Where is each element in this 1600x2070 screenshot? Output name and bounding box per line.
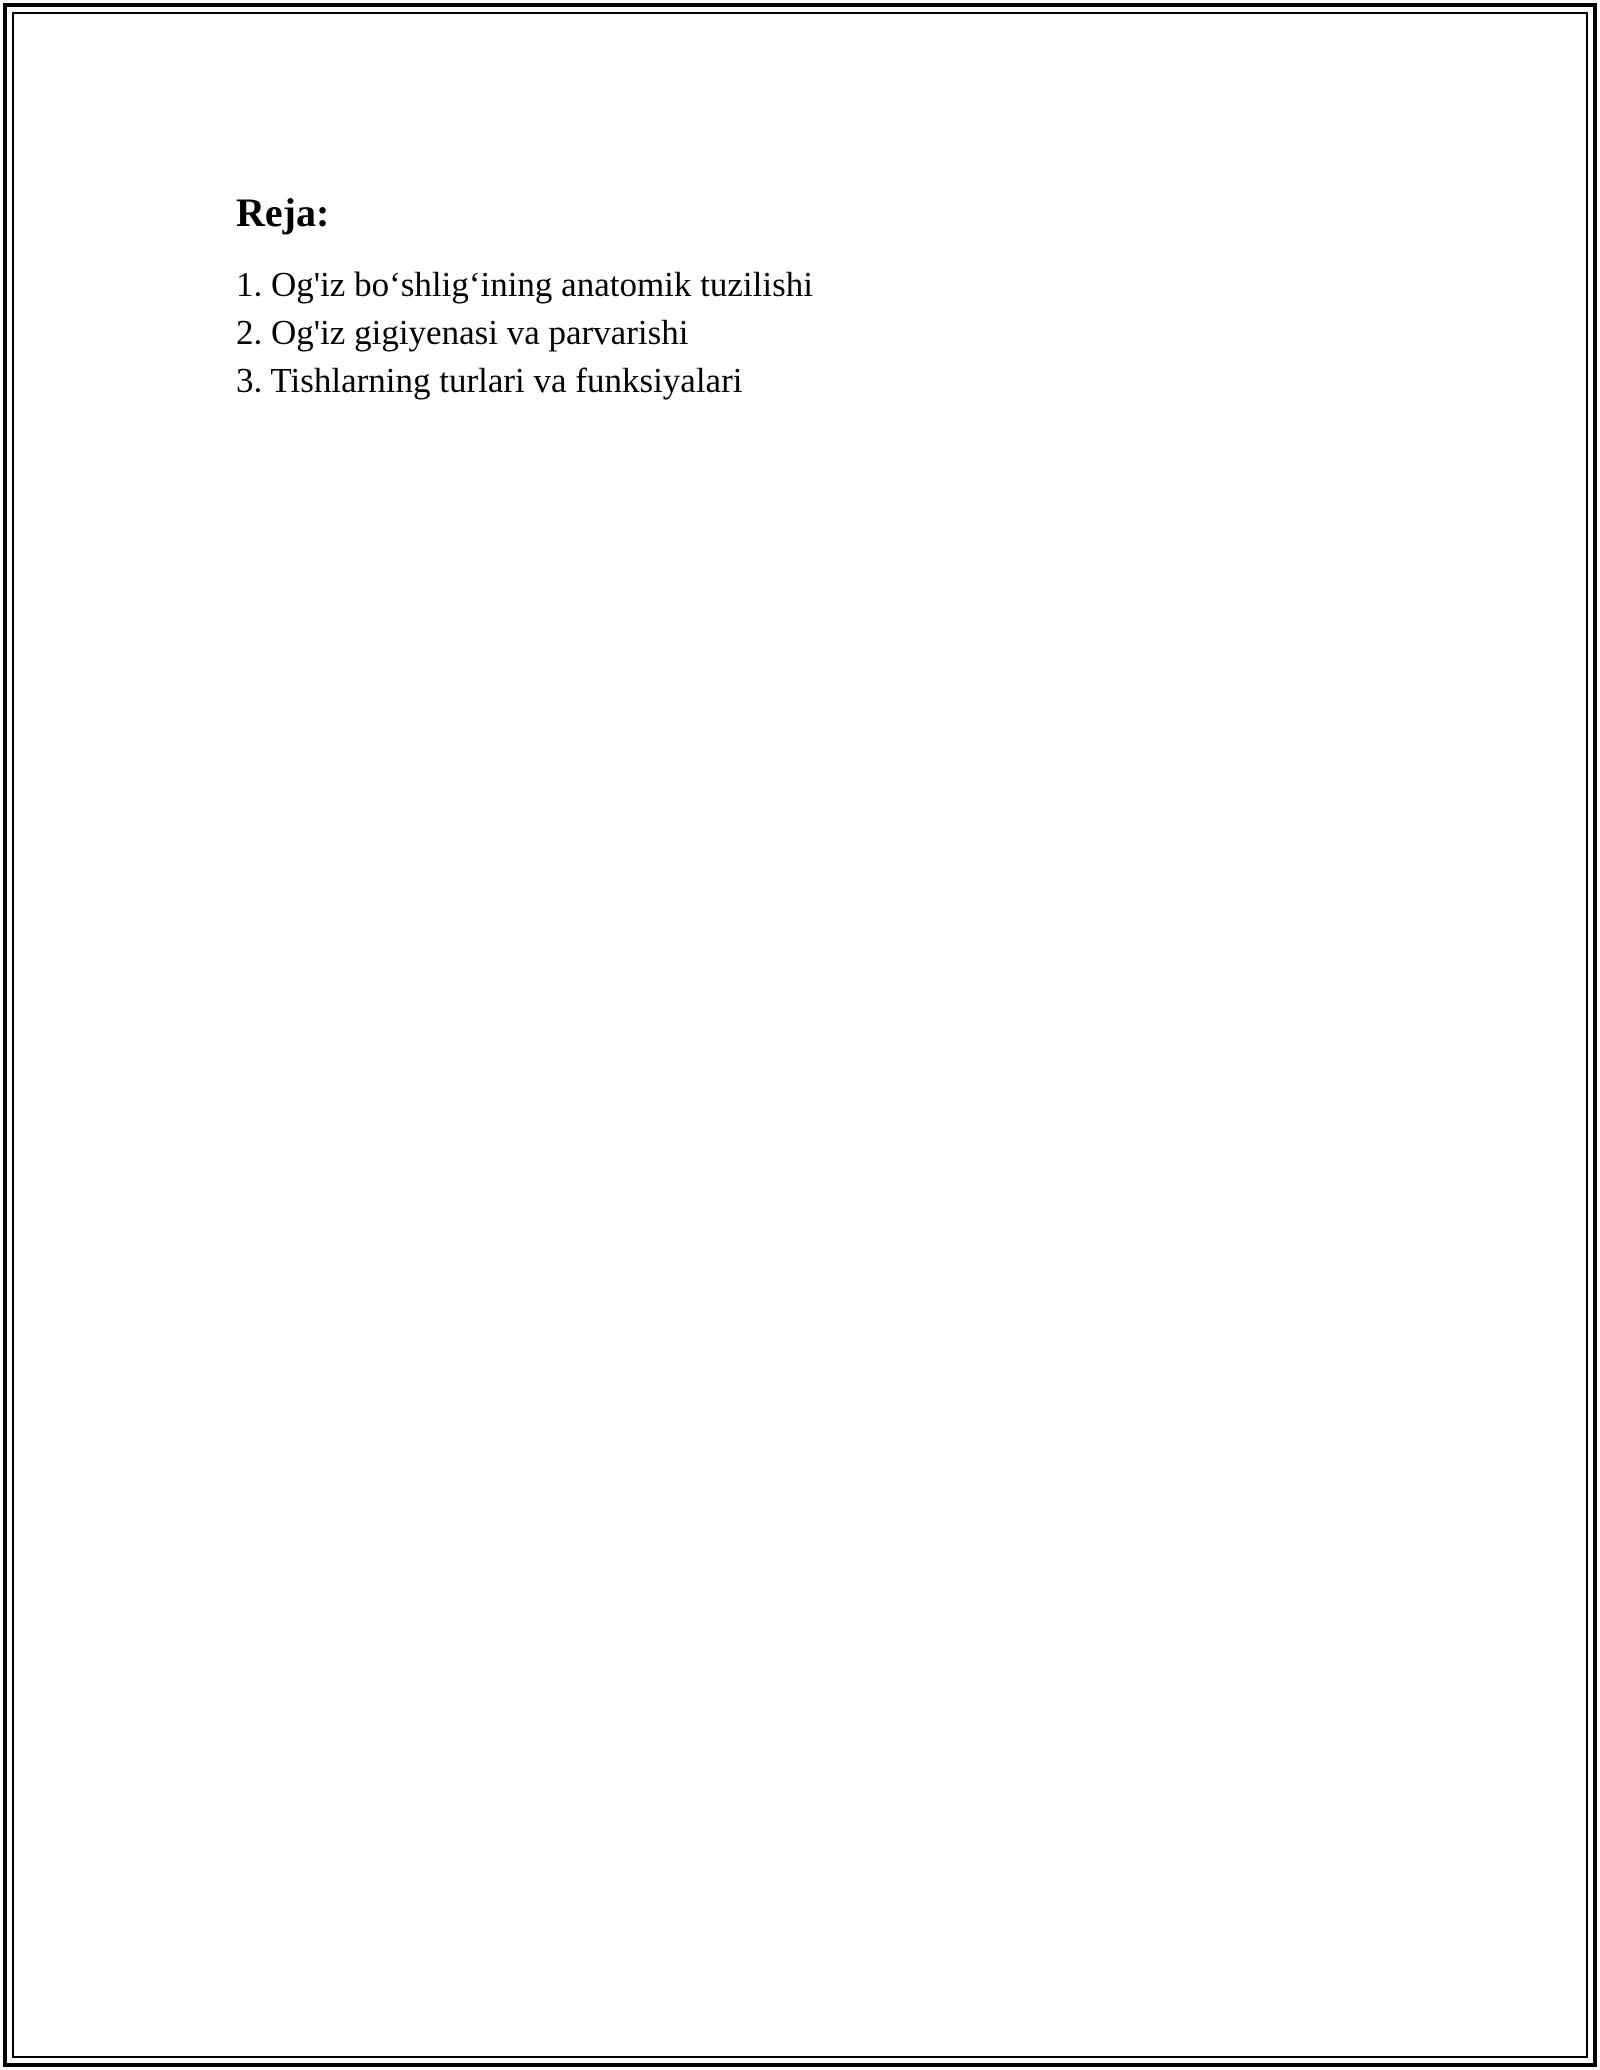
- plan-heading: Reja:: [236, 190, 330, 235]
- plan-item: 3. Tishlarning turlari va funksiyalari: [236, 361, 743, 400]
- plan-item: 2. Og'iz gigiyenasi va parvarishi: [236, 313, 689, 352]
- page-content: [236, 185, 1436, 405]
- plan-item: 1. Og'iz bo‘shlig‘ining anatomik tuzilishi: [236, 265, 813, 304]
- plan-list: [236, 261, 1436, 405]
